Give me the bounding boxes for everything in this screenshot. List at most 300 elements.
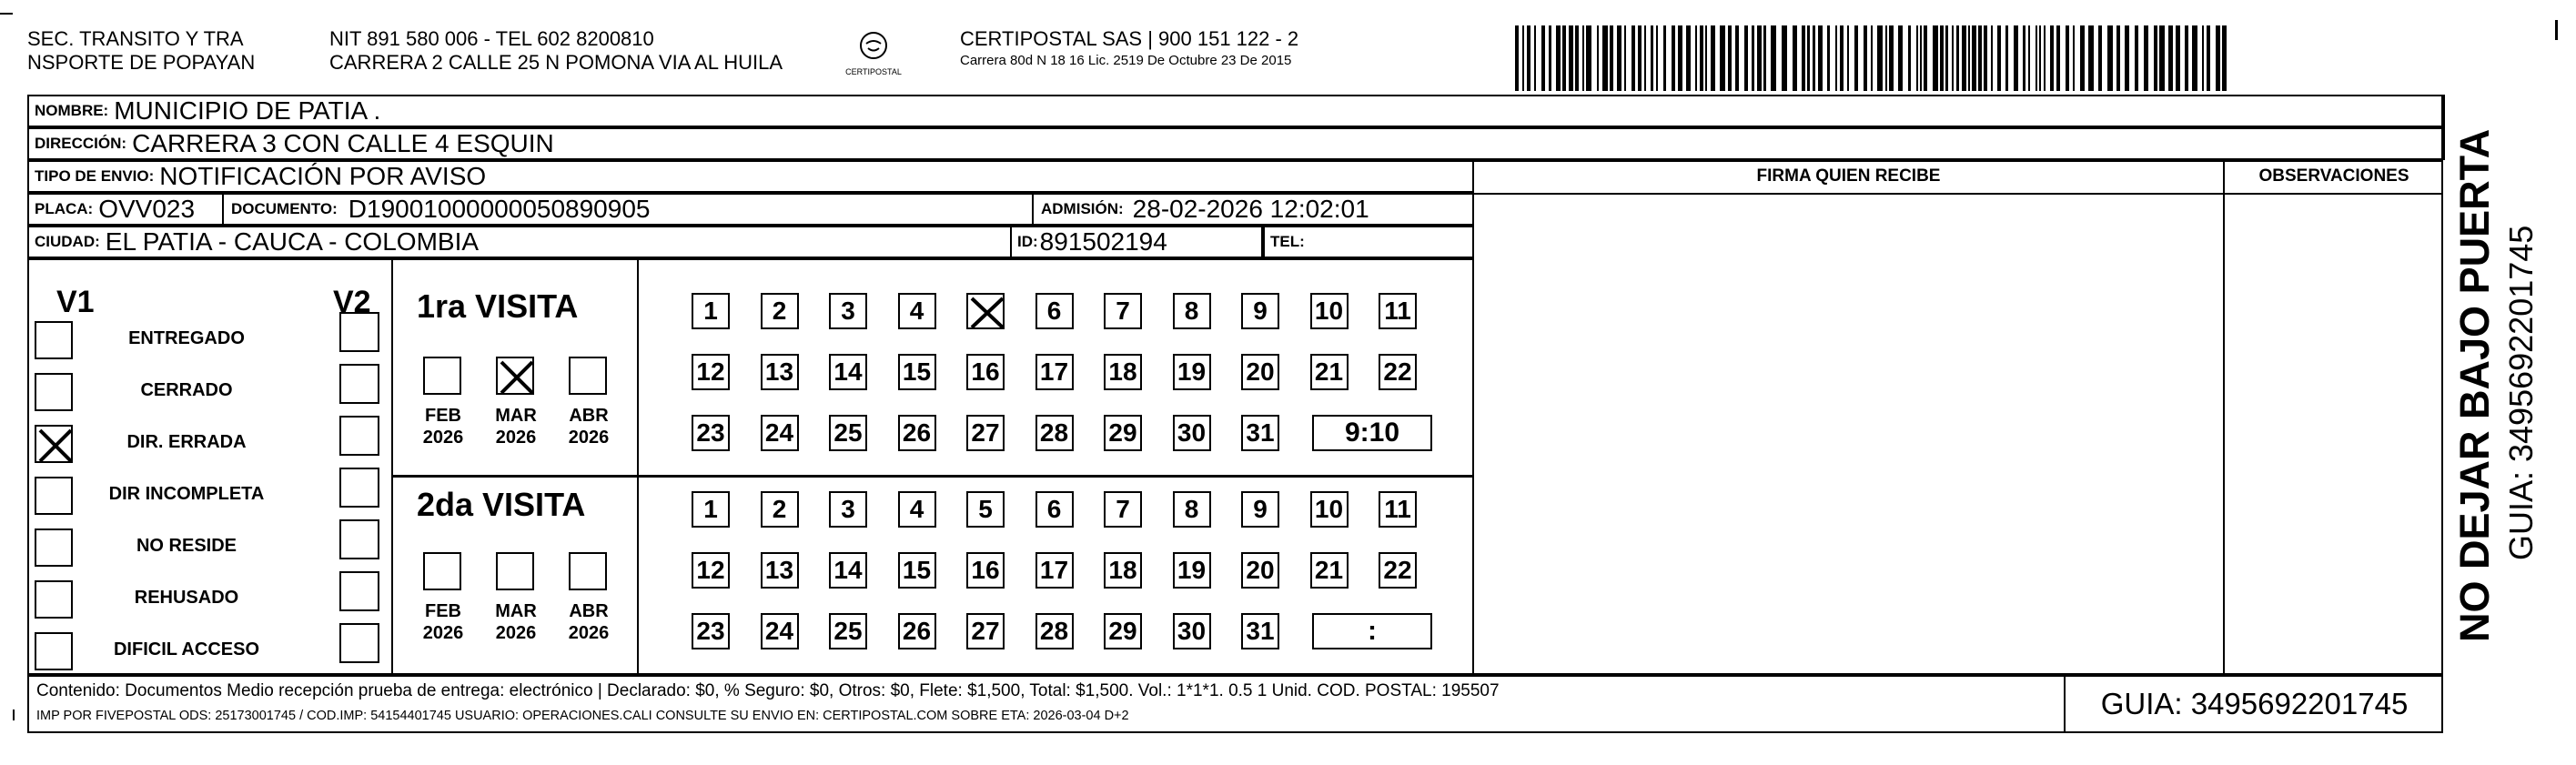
month-checkbox[interactable] [496,357,534,395]
day-box[interactable] [1104,552,1142,589]
barcode-bar [1617,25,1621,91]
direccion-value: CARRERA 3 CON CALLE 4 ESQUIN [132,129,554,157]
barcode-bar [1945,25,1948,91]
barcode-bar [1933,25,1938,91]
v1-checkbox[interactable] [35,477,73,515]
day-box[interactable] [1310,354,1349,390]
barcode-bar [1997,25,2001,91]
barcode-bar [2222,25,2227,91]
barcode-bar [1597,25,1599,91]
barcode-bar [1602,25,1608,91]
barcode-bar [2144,25,2148,91]
barcode-bar [1522,25,1524,91]
day-number: 6 [1046,297,1062,325]
day-number: 29 [1108,418,1137,447]
barcode-bar [1695,25,1697,91]
reception-frame [1474,160,2443,675]
barcode-bar [1735,25,1739,91]
day-number: 28 [1039,418,1069,447]
day-number: 5 [978,495,993,523]
barcode-bar [2192,25,2197,91]
v1-checkbox[interactable] [35,425,73,463]
v2-checkbox[interactable] [339,519,379,559]
day-box[interactable] [1035,613,1074,649]
v2-checkbox[interactable] [339,623,379,663]
barcode-bar [2023,25,2025,91]
documento-label: DOCUMENTO: [231,200,338,217]
day-box[interactable] [898,354,936,390]
id-label: ID: [1017,233,1038,250]
day-box[interactable] [1241,415,1279,451]
v1-checkbox[interactable] [35,321,73,359]
day-number: 1 [703,297,718,325]
month-checkbox[interactable] [423,357,461,395]
barcode-bar [2135,25,2138,91]
barcode-bar [1534,25,1536,91]
barcode [1515,25,2229,91]
day-number: 11 [1384,495,1411,523]
day-box[interactable] [1173,415,1211,451]
barcode-bar [1835,25,1837,91]
day-box[interactable] [829,293,867,329]
day-number: 23 [696,617,725,645]
v1-label: V1 [56,285,95,319]
day-box[interactable] [761,354,799,390]
barcode-bar [1908,25,1911,91]
day-box[interactable] [1241,491,1279,528]
day-number: 3 [841,297,855,325]
day-box[interactable] [1241,293,1279,329]
status-label: CERRADO [140,380,233,400]
barcode-bar [2116,25,2120,91]
day-box[interactable] [966,613,1005,649]
day-number: 12 [696,556,725,584]
day-box[interactable] [829,354,867,390]
v1-checkbox[interactable] [35,528,73,567]
day-number: 18 [1108,556,1137,584]
day-box[interactable] [898,491,936,528]
day-box[interactable] [1379,293,1417,329]
barcode-bar [2073,25,2075,91]
day-number: 20 [1246,357,1275,386]
day-number: 26 [902,418,932,447]
day-number: 14 [833,357,863,386]
barcode-bar [1705,25,1707,91]
month-label: ABR [569,406,609,426]
day-box[interactable] [761,415,799,451]
day-number: 16 [971,556,1000,584]
day-number: 10 [1314,495,1344,523]
barcode-bar [1575,25,1579,91]
month-label: MAR [495,406,537,426]
barcode-bar [2185,25,2188,91]
day-number: 23 [696,418,725,447]
day-number: 22 [1383,357,1412,386]
day-number: 7 [1116,495,1130,523]
day-number: 3 [841,495,855,523]
reception-header-line [1474,193,2443,195]
barcode-bar [2176,25,2180,91]
barcode-bar [2050,25,2054,91]
day-box[interactable] [1173,354,1211,390]
status-label: ENTREGADO [128,328,245,348]
barcode-bar [1978,25,1982,91]
barcode-bar [2014,25,2018,91]
sender-nit: NIT 891 580 006 - TEL 602 8200810 [329,27,654,50]
day-box[interactable] [1173,491,1211,528]
month-year: 2026 [495,428,537,448]
month-checkbox[interactable] [423,552,461,590]
day-number: 8 [1184,297,1199,325]
barcode-bar [1624,25,1626,91]
day-number: 15 [902,357,932,386]
barcode-bar [1940,25,1944,91]
barcode-bar [2005,25,2008,91]
day-box[interactable] [1379,354,1417,390]
barcode-bar [2202,25,2204,91]
day-number: 21 [1314,357,1344,386]
barcode-bar [1515,25,1519,91]
day-number: 10 [1314,297,1344,325]
documento-value: D19001000000050890905 [348,195,651,223]
day-box[interactable] [966,293,1005,329]
day-number: 14 [833,556,863,584]
barcode-bar [1631,25,1635,91]
footer-guia: GUIA: 3495692201745 [2064,675,2443,733]
placa-value: OVV023 [98,195,196,223]
barcode-bar [1757,25,1762,91]
day-box[interactable] [829,491,867,528]
day-box[interactable] [692,552,730,589]
barcode-bar [1763,25,1766,91]
barcode-bar [1527,25,1530,91]
day-box[interactable] [829,552,867,589]
observaciones-label: OBSERVACIONES [2258,166,2409,186]
barcode-bar [1644,25,1646,91]
barcode-bar [2098,25,2102,91]
day-box[interactable] [1173,293,1211,329]
day-box[interactable] [898,415,936,451]
day-box[interactable] [1173,552,1211,589]
day-box[interactable] [1241,552,1279,589]
day-number: 24 [764,418,794,447]
day-number: 21 [1314,556,1344,584]
day-number: 12 [696,357,725,386]
day-box[interactable] [1104,491,1142,528]
time-box[interactable]: : [1312,613,1432,649]
ciudad-label: CIUDAD: [35,233,100,250]
tipo-envio-value: NOTIFICACIÓN POR AVISO [159,162,487,190]
sender-entity-line2: NSPORTE DE POPAYAN [27,51,256,74]
second-visit-title: 2da VISITA [417,486,586,523]
day-box[interactable] [898,613,936,649]
barcode-bar [1686,25,1691,91]
sender-entity [27,27,255,75]
barcode-bar [1802,25,1805,91]
barcode-bar [1854,25,1858,91]
divider-observaciones [2223,160,2225,675]
barcode-bar [2159,25,2165,91]
day-box[interactable] [898,552,936,589]
day-number: 1 [703,495,718,523]
day-number: 30 [1177,617,1207,645]
month-year: 2026 [495,623,537,643]
day-number: 22 [1383,556,1412,584]
barcode-bar [2088,25,2094,91]
month-label: FEB [425,601,461,621]
day-box[interactable] [1310,552,1349,589]
barcode-bar [2125,25,2129,91]
barcode-bar [1991,25,1993,91]
barcode-bar [2207,25,2210,91]
barcode-bar [1871,25,1873,91]
first-visit-title: 1ra VISITA [417,287,579,325]
day-box[interactable] [761,491,799,528]
barcode-bar [2154,25,2157,91]
day-number: 9 [1253,297,1268,325]
day-box[interactable] [1035,415,1074,451]
day-box[interactable] [761,552,799,589]
day-number: 8 [1184,495,1199,523]
barcode-bar [1924,25,1927,91]
day-number: 31 [1246,617,1275,645]
status-label: DIFICIL ACCESO [113,639,259,659]
day-number: 7 [1116,297,1130,325]
day-box[interactable] [1104,415,1142,451]
day-number: 17 [1039,357,1069,386]
admision-value: 28-02-2026 12:02:01 [1132,195,1369,223]
month-year: 2026 [422,428,464,448]
day-number: 30 [1177,418,1207,447]
day-number: 18 [1108,357,1137,386]
month-checkbox[interactable] [569,552,607,590]
month-checkbox[interactable] [496,552,534,590]
day-number: 13 [764,357,794,386]
margin-tick [13,710,15,720]
day-box[interactable] [1310,491,1349,528]
id-value: 891502194 [1039,227,1167,256]
day-box[interactable] [761,613,799,649]
barcode-bar [1663,25,1666,91]
day-number: 31 [1246,418,1275,447]
direccion-label: DIRECCIÓN: [35,135,127,152]
barcode-bar [1840,25,1844,91]
sender-address: CARRERA 2 CALLE 25 N POMONA VIA AL HUILA [329,51,783,74]
footer-imp: IMP POR FIVEPOSTAL ODS: 25173001745 / COD.IMP: 54154401745 USUARIO: OPERACIONES.CALI CONSULTE SU ENVIO EN: CERTIPOSTAL.COM SOBRE ETA: 2026-03-04 D+2 [36,709,1129,723]
day-number: 28 [1039,617,1069,645]
sender-contact [329,27,783,75]
barcode-bar [2044,25,2046,91]
barcode-bar [1656,25,1658,91]
day-number: 17 [1039,556,1069,584]
barcode-bar [1541,25,1545,91]
day-box[interactable] [966,552,1005,589]
day-number: 19 [1177,556,1207,584]
barcode-bar [1569,25,1573,91]
day-box[interactable] [692,354,730,390]
barcode-bar [2080,25,2085,91]
barcode-bar [2066,25,2069,91]
day-number: 24 [764,617,794,645]
barcode-bar [1898,25,1903,91]
status-label: DIR INCOMPLETA [108,484,265,504]
day-number: 4 [909,297,924,325]
courier-info [960,27,1298,69]
barcode-bar [2056,25,2060,91]
check-mark-icon [498,358,532,393]
barcode-bar [2216,25,2220,91]
day-box[interactable] [1241,613,1279,649]
day-box[interactable] [1379,491,1417,528]
ciudad-value: EL PATIA - CAUCA - COLOMBIA [105,227,480,256]
day-box[interactable] [1241,354,1279,390]
nombre-label: NOMBRE: [35,102,109,119]
barcode-bar [1847,25,1849,91]
barcode-bar [1728,25,1732,91]
month-checkbox[interactable] [569,357,607,395]
svg-text:CERTIPOSTAL: CERTIPOSTAL [845,67,902,76]
day-box[interactable] [1035,354,1074,390]
barcode-bar [1877,25,1883,91]
day-number: 26 [902,617,932,645]
barcode-bar [1968,25,1970,91]
placa-label: PLACA: [35,200,94,217]
day-number: 2 [772,495,787,523]
barcode-bar [1562,25,1566,91]
day-number: 25 [833,418,863,447]
barcode-bar [1556,25,1561,91]
barcode-bar [1678,25,1682,91]
barcode-bar [1586,25,1591,91]
day-number: 29 [1108,617,1137,645]
barcode-bar [1920,25,1922,91]
edge-mark [2555,20,2558,40]
day-number: 27 [971,418,1000,447]
barcode-bar [2168,25,2173,91]
month-label: FEB [425,406,461,426]
day-box[interactable] [1035,293,1074,329]
sender-entity-line1: SEC. TRANSITO Y TRA [27,27,244,50]
v2-checkbox[interactable] [339,571,379,611]
v1-checkbox[interactable] [35,373,73,411]
barcode-bar [1672,25,1675,91]
status-label: REHUSADO [134,588,239,608]
day-box[interactable] [761,293,799,329]
barcode-bar [1813,25,1815,91]
barcode-bar [1651,25,1653,91]
day-box[interactable] [829,613,867,649]
tipo-envio-label: TIPO DE ENVIO: [35,167,155,185]
barcode-bar [1720,25,1725,91]
barcode-bar [1771,25,1776,91]
barcode-bar [1916,25,1918,91]
day-box[interactable] [966,415,1005,451]
courier-name: CERTIPOSTAL SAS | 900 151 122 - 2 [960,27,1299,50]
barcode-bar [1711,25,1715,91]
month-year: 2026 [568,623,610,643]
tel-cell [1263,226,1474,258]
day-box[interactable] [692,415,730,451]
courier-license: Carrera 80d N 18 16 Lic. 2519 De Octubre 23 De 2015 [960,53,1292,68]
v2-checkbox[interactable] [339,416,379,456]
certipostal-logo [842,25,905,80]
day-box[interactable] [692,293,730,329]
barcode-bar [1752,25,1754,91]
day-box[interactable] [1104,354,1142,390]
nombre-row [27,95,2443,127]
v2-checkbox[interactable] [339,364,379,404]
day-box[interactable] [829,415,867,451]
divider-months [637,258,639,675]
day-box[interactable] [1379,552,1417,589]
time-box[interactable]: 9:10 [1312,415,1432,451]
month-year: 2026 [422,623,464,643]
month-year: 2026 [568,428,610,448]
day-box[interactable] [1035,491,1074,528]
v2-checkbox[interactable] [339,468,379,508]
documento-cell [222,193,1032,226]
barcode-bar [1782,25,1787,91]
day-box[interactable] [1310,293,1349,329]
barcode-bar [1889,25,1894,91]
admision-label: ADMISIÓN: [1041,200,1124,217]
tipo-envio-row [27,160,1474,193]
barcode-bar [1793,25,1797,91]
day-box[interactable] [1104,613,1142,649]
day-number: 25 [833,617,863,645]
day-number: 16 [971,357,1000,386]
day-box[interactable] [1035,552,1074,589]
side-warning: NO DEJAR BAJO PUERTA [2451,128,2498,642]
check-mark-icon [36,427,71,461]
day-number: 27 [971,617,1000,645]
barcode-bar [2039,25,2041,91]
day-number: 6 [1046,495,1062,523]
day-number: 20 [1246,556,1275,584]
day-number: 19 [1177,357,1207,386]
barcode-bar [1582,25,1584,91]
day-box[interactable] [692,613,730,649]
v2-label: V2 [333,285,371,319]
barcode-bar [1956,25,1959,91]
admision-cell [1032,193,1474,226]
barcode-bar [1827,25,1830,91]
day-box[interactable] [898,293,936,329]
id-cell [1010,226,1263,258]
footer-contenido: Contenido: Documentos Medio recepción prueba de entrega: electrónico | Declarado: $0, % Seguro: $0, Otros: $0, Flete: $1,500, Total: $1,500. Vol.: 1*1*1. 0.5 1 Unid. COD. POSTAL: 195507 [36,681,1500,700]
day-box[interactable] [966,354,1005,390]
barcode-bar [1864,25,1867,91]
v1-checkbox[interactable] [35,580,73,619]
divider-status [391,258,393,675]
day-box[interactable] [1173,613,1211,649]
day-number: 15 [902,556,932,584]
barcode-bar [1638,25,1642,91]
barcode-bar [1549,25,1551,91]
status-label: NO RESIDE [136,536,237,556]
day-box[interactable] [1104,293,1142,329]
status-label: DIR. ERRADA [126,432,247,452]
v2-checkbox[interactable] [339,312,379,352]
barcode-bar [2028,25,2030,91]
barcode-bar [2036,25,2037,91]
day-number: 9 [1253,495,1268,523]
v1-checkbox[interactable] [35,632,73,670]
day-box[interactable] [966,491,1005,528]
margin-tick [0,13,13,15]
day-box[interactable] [692,491,730,528]
month-label: MAR [495,601,537,621]
